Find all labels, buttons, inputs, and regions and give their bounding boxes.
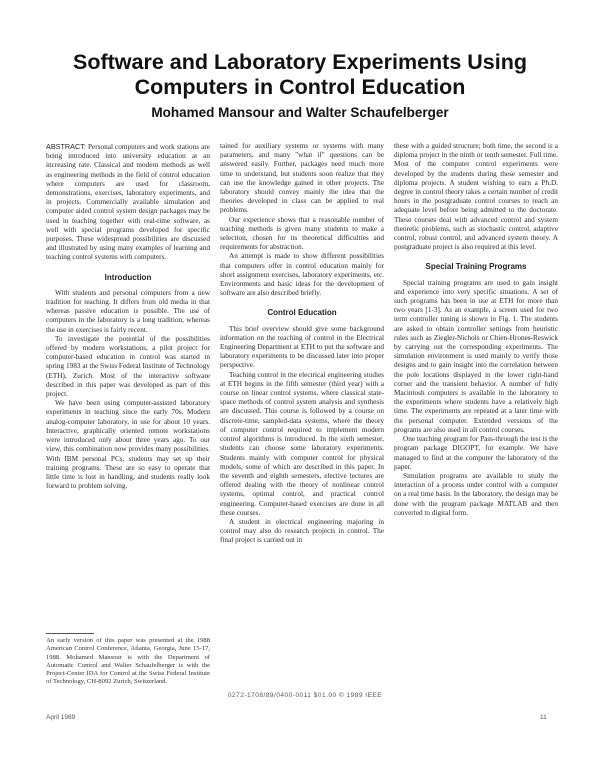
body-paragraph: Our experience shows that a reasonable number of teaching methods is given many students to make a selection, chosen for its theoretical difficulties and requirements for abstraction.	[220, 215, 384, 252]
column-2	[220, 142, 384, 546]
body-paragraph: Simulation programs are available to study the interaction of a process under control with a computer on a real time basis. In the laboratory, the design may be done with the program package MATLAB and then converted to digital form.	[394, 471, 558, 517]
footnote: An early version of this paper was presented at the 1988 American Control Conference, Atlanta, Georgia, June 15-17, 1988. Mohamed Mansour is with the Department of Automatic Control and Walter Schaufelberger is with the Project-Center IDA for Control at the Swiss Federal Institute of Technology, CH-8092 Zurich, Switzerland.	[46, 637, 210, 686]
body-paragraph: these with a guided structure; both time, the second is a diploma project in the ninth or tenth semester. Full time. Most of the computer control experiments were developed by the students during these semester and diploma projects. A student wishing to earn a Ph.D. degree in control theory takes a certain number of credit hours in the postgraduate control courses to reach an adequate level before being admitted to the doctorate. These courses deal with advanced control and system theoretic problems, such as stochastic control, adaptive control, robust control, and advanced system theory. A postgraduate project is also required at this level.	[394, 142, 558, 252]
heading-introduction: Introduction	[104, 272, 152, 282]
body-paragraph: This brief overview should give some background information on the teaching of control in the Electrical Engineering Department at ETH to put the software and laboratory experiments to be discussed later into proper perspective.	[220, 324, 384, 370]
body-paragraph: A student in electrical engineering majoring in control may also do research projects in control. The final project is carried out in	[220, 517, 384, 545]
column-3	[394, 142, 558, 518]
column-1	[46, 142, 210, 491]
abstract	[46, 142, 210, 263]
body-paragraph: Teaching control in the electrical engineering studies at ETH begins in the fifth semester (third year) with a course on linear control systems, where classical state-space methods of control system analysis and synthesis are discussed. This course is followed by a course on discrete-time, sampled-data systems, where the theory of computer control required to implement modern control algorithms is introduced. In the sixth semester, students can choose some laboratory experiments. Students mainly with computer control for physical models, some of which are described in this paper. In the seventh and eighth semesters, elective lectures are offered dealing with the theory of nonlinear control systems, optimal control, and practical control engineering. Computer-based exercises are done in all these courses.	[220, 370, 384, 517]
footnote-rule	[46, 633, 94, 634]
body-paragraph: tained for auxiliary systems or systems with many parameters, and many "what if" questions can be answered easily. Further, packages need much more time to understand, but students soon realize that they can use the knowledge gained in other projects. The laboratory should convey mainly the idea that the theories developed in class can be applied to real problems.	[220, 142, 384, 215]
body-paragraph: Special training programs are used to gain insight and experience into very specific situations. A set of such programs has been in use at ETH for more than two years [1-3]. As an example, a screen used for two term controller tuning is shown in Fig. 1. The students are asked to obtain controller settings from heuristic rules such as Ziegler-Nichols or Chien-Hrones-Reswick by carrying out the corresponding experiments. The simulation environment is used mainly to verify those designs and to gain insight into the correlation between the pole locations displayed in the lower right-hand corner and the transient behavior. A number of fully Macintosh computers is available in the laboratory to the experiments where students have a relatively high time. The experiments are repeated at a later time with the personal computer. Extended versions of the programs are also used in all control courses.	[394, 278, 558, 434]
page-number: 11	[540, 714, 547, 721]
article-title: Software and Laboratory Experiments Using Computers in Control Education	[73, 50, 527, 99]
intro-paragraph: We have been using computer-assisted laboratory experiments in teaching since the early 70s. Modern analog-computer laboratory, in use for about 10 years. Interactive, graphically oriented remote workstations were introduced only about three years ago. To our view, this combination now provides many possibilities. With IBM personal PCs, students may set up their training programs. These are so easy to operate that little time is lost in handling, and students really look forward to problem solving.	[46, 399, 210, 491]
footer-date: April 1989	[46, 714, 76, 721]
article-authors: Mohamed Mansour and Walter Schaufelberger	[151, 105, 449, 120]
footer-copyright: 0272-1708/89/0400-0011 $01.00 © 1989 IEEE	[227, 692, 383, 699]
heading-control-education: Control Education	[267, 308, 337, 318]
intro-paragraph: To investigate the potential of the possibilities offered by modern workstations, a pilot project for computer-based education in control was started in spring 1983 at the Swiss Federal Institute of Technology (ETH), Zurich. Most of the interactive software described in this paper was developed as part of this project.	[46, 334, 210, 399]
abstract-label: ABSTRACT:	[46, 142, 86, 151]
body-paragraph: An attempt is made to show different possibilities that computers offer in control education mainly for short assignment exercises, laboratory experiments, etc. Environments and basic ideas for the development of software are also described briefly.	[220, 252, 384, 298]
heading-special-training: Special Training Programs	[425, 262, 527, 272]
body-paragraph: One teaching program for Pass-through the test is the program package DIGOPT, for example. We have managed to find at the computer the laboratory of the paper.	[394, 435, 558, 471]
intro-paragraph: With students and personal computers from a new tradition for teaching. It differs from old media in that whereas passive education is possible. The use of computers in the laboratory is a long tradition, whereas the use in exercises is fairly recent.	[46, 288, 210, 334]
abstract-text: Personal computers and work stations are being introduced into university education at an increasing rate. Classical and modern methods as well as engineering methods in the field of control education where computers are used for classroom, demonstrations, exercises, laboratory experiments, and in projects. Commercially available simulation and computer aided control system design packages may be used in teaching together with real-time software, as well with special programs developed for specific purposes. These widespread possibilities are discussed and illustrated by using many examples of learning and teaching control systems with computers.	[46, 143, 210, 262]
